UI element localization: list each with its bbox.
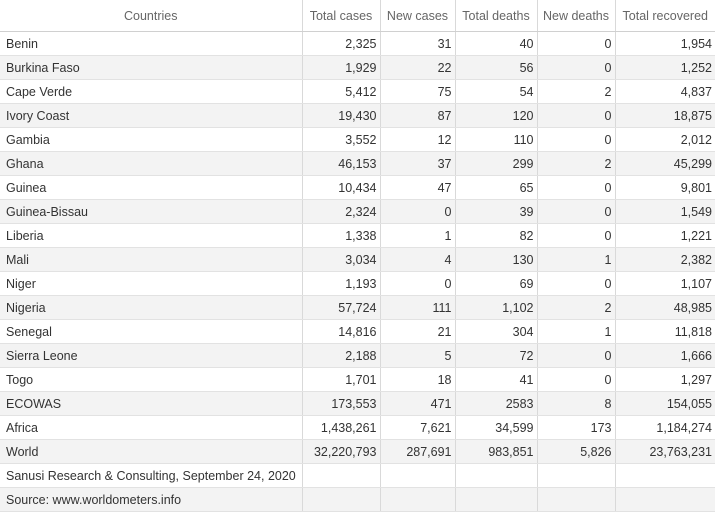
- total-cases-cell: 2,188: [302, 344, 380, 368]
- country-cell: Burkina Faso: [0, 56, 302, 80]
- table-row: [0, 128, 715, 152]
- total-cases-cell: 14,816: [302, 320, 380, 344]
- new-cases-cell: 47: [380, 176, 455, 200]
- total-cases-cell: 10,434: [302, 176, 380, 200]
- new-deaths-cell: 2: [537, 296, 615, 320]
- new-cases-cell: 12: [380, 128, 455, 152]
- total-recovered-cell: 48,985: [615, 296, 715, 320]
- new-cases-cell: 4: [380, 248, 455, 272]
- new-cases-cell: 7,621: [380, 416, 455, 440]
- new-cases-cell: 471: [380, 392, 455, 416]
- new-deaths-cell: 2: [537, 80, 615, 104]
- new-deaths-cell: 0: [537, 344, 615, 368]
- country-cell: Nigeria: [0, 296, 302, 320]
- total-cases-cell: [302, 464, 380, 488]
- new-cases-cell: 18: [380, 368, 455, 392]
- total-deaths-cell: 39: [455, 200, 537, 224]
- country-cell: Mali: [0, 248, 302, 272]
- total-cases-cell: 1,929: [302, 56, 380, 80]
- table-row: [0, 32, 715, 56]
- total-recovered-cell: [615, 464, 715, 488]
- total-deaths-cell: 40: [455, 32, 537, 56]
- new-deaths-cell: 0: [537, 272, 615, 296]
- total-recovered-cell: 23,763,231: [615, 440, 715, 464]
- new-cases-cell: 0: [380, 200, 455, 224]
- new-cases-cell: 22: [380, 56, 455, 80]
- country-cell: Source: www.worldometers.info: [0, 488, 302, 512]
- total-deaths-cell: 299: [455, 152, 537, 176]
- table-row: [0, 200, 715, 224]
- new-deaths-cell: 0: [537, 176, 615, 200]
- total-deaths-cell: 41: [455, 368, 537, 392]
- total-cases-cell: 1,193: [302, 272, 380, 296]
- total-recovered-cell: 1,221: [615, 224, 715, 248]
- total-deaths-cell: 65: [455, 176, 537, 200]
- header-row: [0, 0, 715, 32]
- country-cell: Gambia: [0, 128, 302, 152]
- table-row: [0, 440, 715, 464]
- total-cases-cell: [302, 488, 380, 512]
- total-cases-cell: 2,324: [302, 200, 380, 224]
- total-cases-cell: 46,153: [302, 152, 380, 176]
- header-new-cases: New cases: [380, 0, 455, 32]
- new-cases-cell: 287,691: [380, 440, 455, 464]
- total-recovered-cell: 2,012: [615, 128, 715, 152]
- table-row: [0, 464, 715, 488]
- new-cases-cell: 75: [380, 80, 455, 104]
- country-cell: Liberia: [0, 224, 302, 248]
- total-recovered-cell: 1,297: [615, 368, 715, 392]
- header-countries: Countries: [0, 0, 302, 32]
- table-row: [0, 152, 715, 176]
- country-cell: Senegal: [0, 320, 302, 344]
- new-cases-cell: 87: [380, 104, 455, 128]
- new-deaths-cell: 8: [537, 392, 615, 416]
- new-deaths-cell: [537, 464, 615, 488]
- new-deaths-cell: 0: [537, 56, 615, 80]
- new-cases-cell: 21: [380, 320, 455, 344]
- new-deaths-cell: 1: [537, 248, 615, 272]
- new-deaths-cell: 2: [537, 152, 615, 176]
- header-total-recovered: Total recovered: [615, 0, 715, 32]
- new-deaths-cell: 0: [537, 32, 615, 56]
- table-row: [0, 176, 715, 200]
- new-cases-cell: 31: [380, 32, 455, 56]
- total-recovered-cell: 2,382: [615, 248, 715, 272]
- new-deaths-cell: 173: [537, 416, 615, 440]
- new-cases-cell: 1: [380, 224, 455, 248]
- table-row: [0, 104, 715, 128]
- total-deaths-cell: 130: [455, 248, 537, 272]
- country-cell: Guinea: [0, 176, 302, 200]
- table-row: [0, 80, 715, 104]
- table-row: [0, 296, 715, 320]
- header-total-deaths: Total deaths: [455, 0, 537, 32]
- table-row: [0, 392, 715, 416]
- total-deaths-cell: [455, 464, 537, 488]
- new-deaths-cell: [537, 488, 615, 512]
- total-deaths-cell: 304: [455, 320, 537, 344]
- new-cases-cell: [380, 464, 455, 488]
- total-deaths-cell: [455, 488, 537, 512]
- total-recovered-cell: [615, 488, 715, 512]
- new-deaths-cell: 0: [537, 128, 615, 152]
- table-body: [0, 32, 715, 512]
- table-row: [0, 368, 715, 392]
- total-recovered-cell: 1,184,274: [615, 416, 715, 440]
- total-recovered-cell: 1,107: [615, 272, 715, 296]
- table-row: [0, 488, 715, 512]
- total-cases-cell: 173,553: [302, 392, 380, 416]
- total-cases-cell: 3,552: [302, 128, 380, 152]
- new-cases-cell: 37: [380, 152, 455, 176]
- country-cell: Niger: [0, 272, 302, 296]
- total-deaths-cell: 120: [455, 104, 537, 128]
- new-cases-cell: [380, 488, 455, 512]
- new-deaths-cell: 0: [537, 200, 615, 224]
- total-cases-cell: 1,701: [302, 368, 380, 392]
- total-cases-cell: 2,325: [302, 32, 380, 56]
- total-recovered-cell: 1,954: [615, 32, 715, 56]
- country-cell: Sanusi Research & Consulting, September 24, 2020: [0, 464, 302, 488]
- total-cases-cell: 57,724: [302, 296, 380, 320]
- total-deaths-cell: 56: [455, 56, 537, 80]
- total-recovered-cell: 1,252: [615, 56, 715, 80]
- new-deaths-cell: 0: [537, 224, 615, 248]
- total-recovered-cell: 45,299: [615, 152, 715, 176]
- total-recovered-cell: 9,801: [615, 176, 715, 200]
- total-recovered-cell: 11,818: [615, 320, 715, 344]
- total-deaths-cell: 2583: [455, 392, 537, 416]
- header-new-deaths: New deaths: [537, 0, 615, 32]
- country-cell: Guinea-Bissau: [0, 200, 302, 224]
- country-cell: ECOWAS: [0, 392, 302, 416]
- table-row: [0, 272, 715, 296]
- header-total-cases: Total cases: [302, 0, 380, 32]
- total-recovered-cell: 154,055: [615, 392, 715, 416]
- total-recovered-cell: 1,549: [615, 200, 715, 224]
- total-recovered-cell: 18,875: [615, 104, 715, 128]
- total-cases-cell: 5,412: [302, 80, 380, 104]
- table-row: [0, 320, 715, 344]
- country-cell: World: [0, 440, 302, 464]
- total-cases-cell: 3,034: [302, 248, 380, 272]
- total-cases-cell: 19,430: [302, 104, 380, 128]
- total-deaths-cell: 82: [455, 224, 537, 248]
- new-cases-cell: 111: [380, 296, 455, 320]
- country-cell: Africa: [0, 416, 302, 440]
- new-deaths-cell: 0: [537, 104, 615, 128]
- total-deaths-cell: 54: [455, 80, 537, 104]
- new-deaths-cell: 0: [537, 368, 615, 392]
- new-cases-cell: 0: [380, 272, 455, 296]
- total-recovered-cell: 1,666: [615, 344, 715, 368]
- country-cell: Sierra Leone: [0, 344, 302, 368]
- total-cases-cell: 1,438,261: [302, 416, 380, 440]
- new-deaths-cell: 1: [537, 320, 615, 344]
- table-row: [0, 344, 715, 368]
- table-row: [0, 416, 715, 440]
- table-row: [0, 224, 715, 248]
- new-cases-cell: 5: [380, 344, 455, 368]
- country-cell: Ghana: [0, 152, 302, 176]
- table-row: [0, 56, 715, 80]
- country-cell: Ivory Coast: [0, 104, 302, 128]
- total-deaths-cell: 69: [455, 272, 537, 296]
- country-cell: Cape Verde: [0, 80, 302, 104]
- total-deaths-cell: 110: [455, 128, 537, 152]
- total-recovered-cell: 4,837: [615, 80, 715, 104]
- total-cases-cell: 32,220,793: [302, 440, 380, 464]
- total-deaths-cell: 983,851: [455, 440, 537, 464]
- total-cases-cell: 1,338: [302, 224, 380, 248]
- total-deaths-cell: 1,102: [455, 296, 537, 320]
- table-row: [0, 248, 715, 272]
- total-deaths-cell: 72: [455, 344, 537, 368]
- new-deaths-cell: 5,826: [537, 440, 615, 464]
- country-cell: Benin: [0, 32, 302, 56]
- country-cell: Togo: [0, 368, 302, 392]
- total-deaths-cell: 34,599: [455, 416, 537, 440]
